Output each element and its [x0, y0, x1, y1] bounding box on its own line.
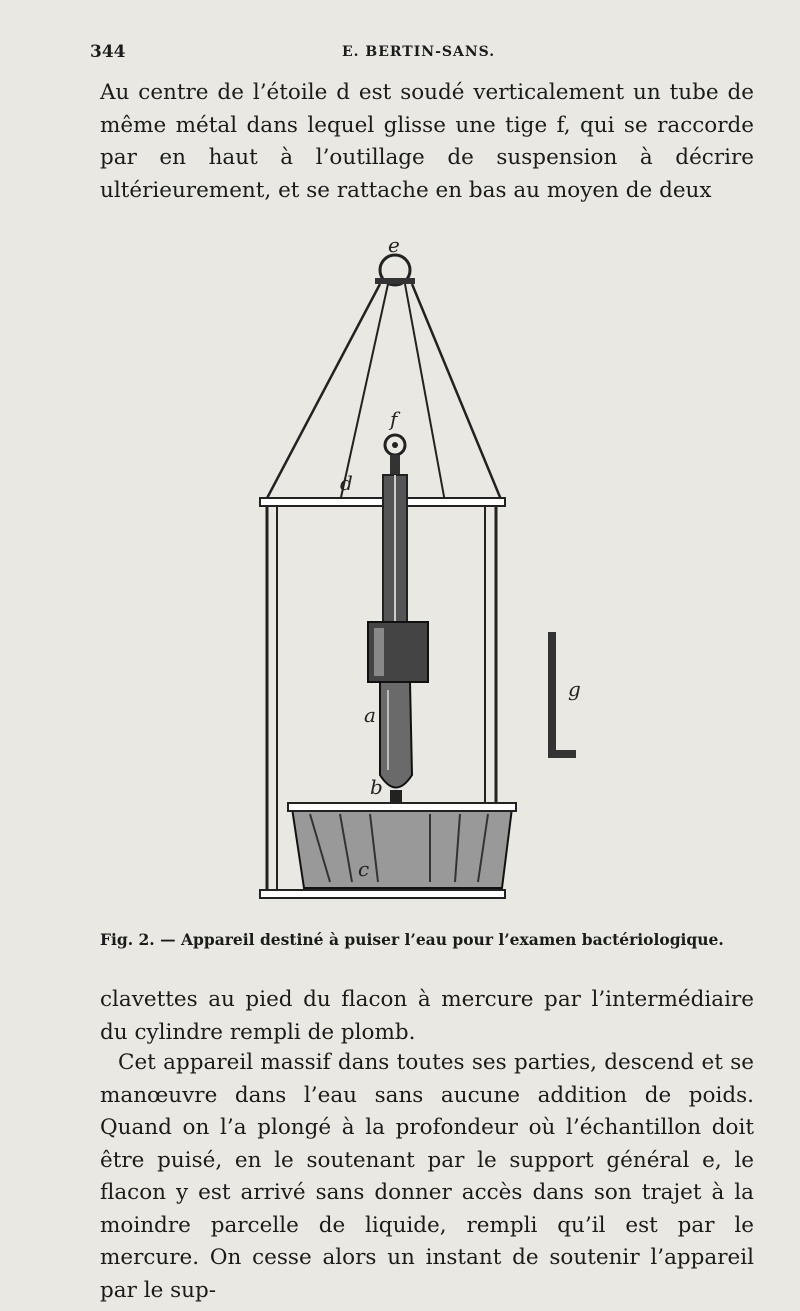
label-b: b [370, 775, 383, 799]
label-c: c [358, 857, 370, 881]
paragraph-3-text: Cet appareil massif dans toutes ses parties, descend et se manœuvre dans l’eau sans aucune addition de poids. Quand on l’a plongé à la profondeur où l’échantillon doit être puisé, en le soutenant par le support général e, le flacon y est arrivé sans donner accès dans son trajet à la moindre parcelle de liquide, rempli qu’il est par le mercure. On cesse alors un instant de soutenir l’appareil par le sup- [100, 1050, 754, 1303]
label-g: g [568, 677, 581, 701]
flask-neck [390, 790, 402, 802]
label-e-top: e [388, 240, 400, 257]
running-head: E. BERTIN-SANS. [342, 44, 496, 60]
paragraph-2: clavettes au pied du flacon à mercure par l’intermédiaire du cylindre rempli de plomb. [100, 987, 754, 1045]
ring-clamp [375, 278, 415, 284]
key-piece-shaft [548, 632, 556, 754]
lead-cylinder-highlight [374, 628, 384, 676]
rod-left [265, 284, 380, 502]
rod-eye-center [392, 442, 398, 448]
label-d: d [340, 471, 353, 495]
paragraph-1: Au centre de l’étoile d est soudé verticalement un tube de même métal dans lequel glisse une tige f, qui se raccorde par en haut à l’outillage de suspension à décrire ultérieurement, et se rattache en bas au moyen de deux [100, 80, 754, 203]
label-a: a [364, 703, 376, 727]
page-header [90, 42, 750, 66]
label-f: f [390, 407, 398, 431]
basin-rim [288, 803, 516, 811]
paragraph-3 [100, 1047, 754, 1307]
base-plate [260, 890, 505, 898]
page-number: 344 [90, 42, 126, 62]
rod-neck [390, 455, 400, 475]
figure-caption: Fig. 2. — Appareil destiné à puiser l’eau pour l’examen bactériologique. [100, 930, 724, 949]
key-piece-foot [548, 750, 576, 758]
mercury-flask [380, 682, 412, 788]
apparatus-figure [240, 240, 600, 920]
